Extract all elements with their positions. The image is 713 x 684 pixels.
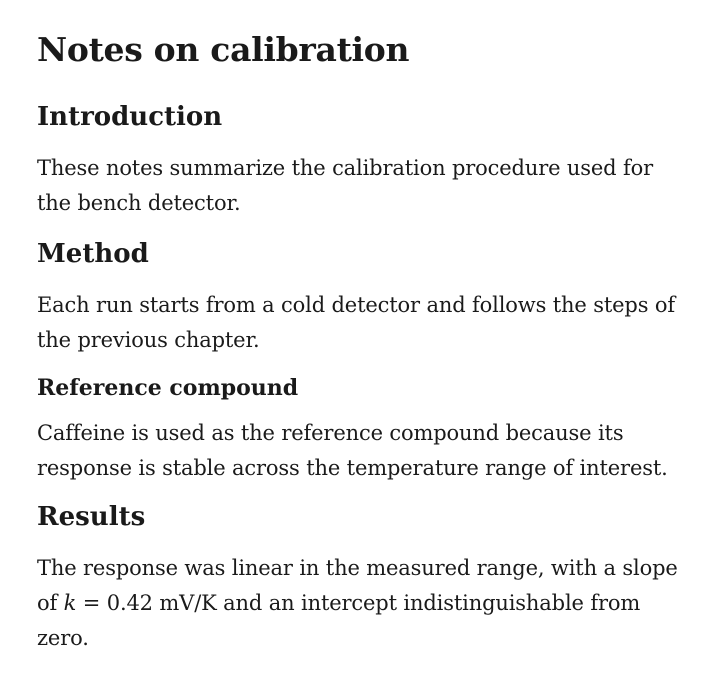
results-heading: Results [37, 502, 146, 532]
introduction-heading: Introduction [37, 102, 223, 132]
results-paragraph [37, 551, 685, 656]
results-text-after: and an intercept indistinguishable from zero. [37, 591, 641, 650]
slope-value: = 0.42 mV/K [76, 591, 217, 615]
slope-variable: k [63, 591, 77, 615]
method-paragraph: Each run starts from a cold detector and follows the steps of the previous chapter. [37, 293, 675, 352]
results-text-before: The response was linear in the measured range, with a slope of [37, 556, 678, 615]
slope-equation [64, 591, 217, 615]
introduction-paragraph: These notes summarize the calibration procedure used for the bench detector. [37, 156, 654, 215]
reference-compound-paragraph: Caffeine is used as the reference compound because its response is stable across the temperature range of interest. [37, 421, 668, 480]
method-heading: Method [37, 239, 149, 269]
page-title: Notes on calibration [37, 30, 410, 69]
reference-compound-heading: Reference compound [37, 375, 299, 401]
